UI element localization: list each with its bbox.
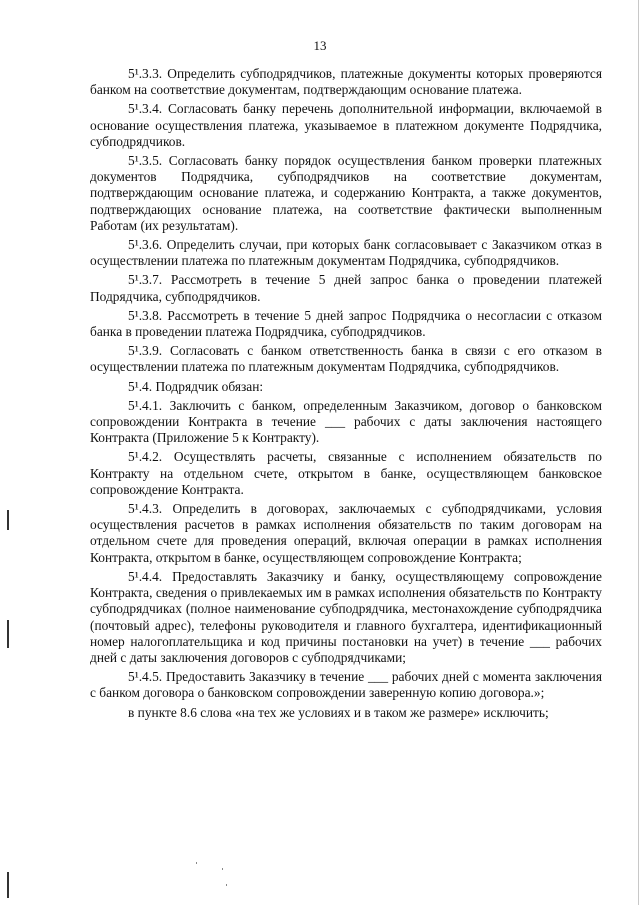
paragraph-text: Предоставлять Заказчику и банку, осуществляющему сопровождение Контракта, сведения о привлекаемых им в рамках исполнения обязательств по Контракту субподрядчиках (полное наименование субподрядчика, местонахождение субподрядчика (почтовый адрес), телефоны руководителя и главного бухгалтера, идентификационный номер налогоплательщика и код причины постановки на учет) в течение ___ рабочих дней с даты заключения договоров с субподрядчиками; xyxy=(90,568,602,665)
clause-number: 5¹.4.5. xyxy=(128,669,163,685)
scan-speck xyxy=(226,884,227,886)
paragraph-5-1-3-5 xyxy=(90,153,602,234)
paragraph-5-1-3-6 xyxy=(90,237,602,269)
clause-number: 5¹.4. xyxy=(128,378,153,394)
scan-margin-mark xyxy=(7,872,9,898)
paragraph-text: Определить случаи, при которых банк согласовывает с Заказчиком отказ в осуществлении платежа по платежным документам Подрядчика, субподрядчиков. xyxy=(90,237,602,269)
scan-speck xyxy=(222,868,223,870)
scan-edge-line xyxy=(638,0,639,905)
scan-margin-mark xyxy=(7,620,9,648)
clause-number: 5¹.3.7. xyxy=(128,272,163,288)
clause-number: 5¹.4.3. xyxy=(128,501,163,517)
paragraph-5-1-4-5 xyxy=(90,669,602,701)
clause-number: 5¹.3.6. xyxy=(128,237,163,253)
paragraph-5-1-4-4 xyxy=(90,569,602,666)
paragraph-text: Заключить с банком, определенным Заказчиком, договор о банковском сопровождении Контракта в течение ___ рабочих с даты заключения настоящего Контракта (Приложение 5 к Контракту). xyxy=(90,397,602,446)
paragraph-text: Подрядчик обязан: xyxy=(152,378,264,394)
paragraph-text: Осуществлять расчеты, связанные с исполнением обязательств по Контракту на отдельном счете, открытом в банке, осуществляющем банковское сопровождение Контракта. xyxy=(90,449,602,497)
document-body xyxy=(90,66,602,721)
paragraph-5-1-4-3 xyxy=(90,501,602,566)
scan-speck xyxy=(196,862,197,864)
paragraph-5-1-4-1 xyxy=(90,398,602,447)
paragraph-text: Предоставить Заказчику в течение ___ рабочих дней с момента заключения с банком договора о банковском сопровождении заверенную копию договора.»; xyxy=(90,669,602,701)
paragraph-5-1-3-4 xyxy=(90,101,602,150)
paragraph-text: Определить в договорах, заключаемых с субподрядчиками, условия осуществления расчетов в рамках исполнения обязательств по таким договорам на отдельном счете для проведения операций, включая операции в рамках исполнения Контракта, открытом в банке, осуществляющем сопровождение Контракта; xyxy=(90,501,602,565)
clause-number: 5¹.3.4. xyxy=(128,101,163,117)
paragraph-text: Рассмотреть в течение 5 дней запрос банка о проведении платежей Подрядчика, субподрядчиков. xyxy=(90,272,602,304)
paragraph-text: Рассмотреть в течение 5 дней запрос Подрядчика о несогласии с отказом банка в проведении платежа Подрядчика, субподрядчиков. xyxy=(90,307,602,340)
paragraph-5-1-3-7 xyxy=(90,272,602,304)
paragraph-text: Согласовать с банком ответственность банка в связи с его отказом в осуществлении платежа по платежным документам Подрядчика, субподрядчиков. xyxy=(90,343,602,375)
clause-number: 5¹.3.8. xyxy=(128,307,163,323)
clause-number: 5¹.4.4. xyxy=(128,568,163,584)
scan-margin-mark xyxy=(7,510,9,530)
paragraph-5-1-4-2 xyxy=(90,449,602,498)
clause-number: 5¹.3.9. xyxy=(128,343,163,359)
paragraph-5-1-4 xyxy=(90,379,602,395)
clause-number: 5¹.3.5. xyxy=(128,153,163,169)
clause-number: 5¹.3.3. xyxy=(128,66,163,81)
clause-number: 5¹.4.1. xyxy=(128,397,163,413)
paragraph-text: Определить субподрядчиков, платежные документы которых проверяются банком на соответствие документам, подтверждающим основание платежа. xyxy=(90,66,602,98)
paragraph-5-1-3-3 xyxy=(90,66,602,98)
paragraph-5-1-3-9 xyxy=(90,343,602,375)
paragraph-5-1-3-8 xyxy=(90,308,602,340)
paragraph-amendment-8-6 xyxy=(90,705,602,721)
paragraph-text: в пункте 8.6 слова «на тех же условиях и в таком же размере» исключить; xyxy=(128,704,549,720)
clause-number: 5¹.4.2. xyxy=(128,449,163,465)
page-number: 13 xyxy=(313,38,327,53)
paragraph-text: Согласовать банку перечень дополнительной информации, включаемой в основание осуществления платежа, указываемое в платежном документе Подрядчика, субподрядчиков. xyxy=(90,101,602,149)
paragraph-text: Согласовать банку порядок осуществления банком проверки платежных документов Подрядчика, субподрядчиков на соответствие документам, подтверждающим основание платежа, и содержанию Контракта, а также документов, подтверждающих основание платежа, на соответствие фактически выполненным Работам (их результатам). xyxy=(90,153,602,233)
